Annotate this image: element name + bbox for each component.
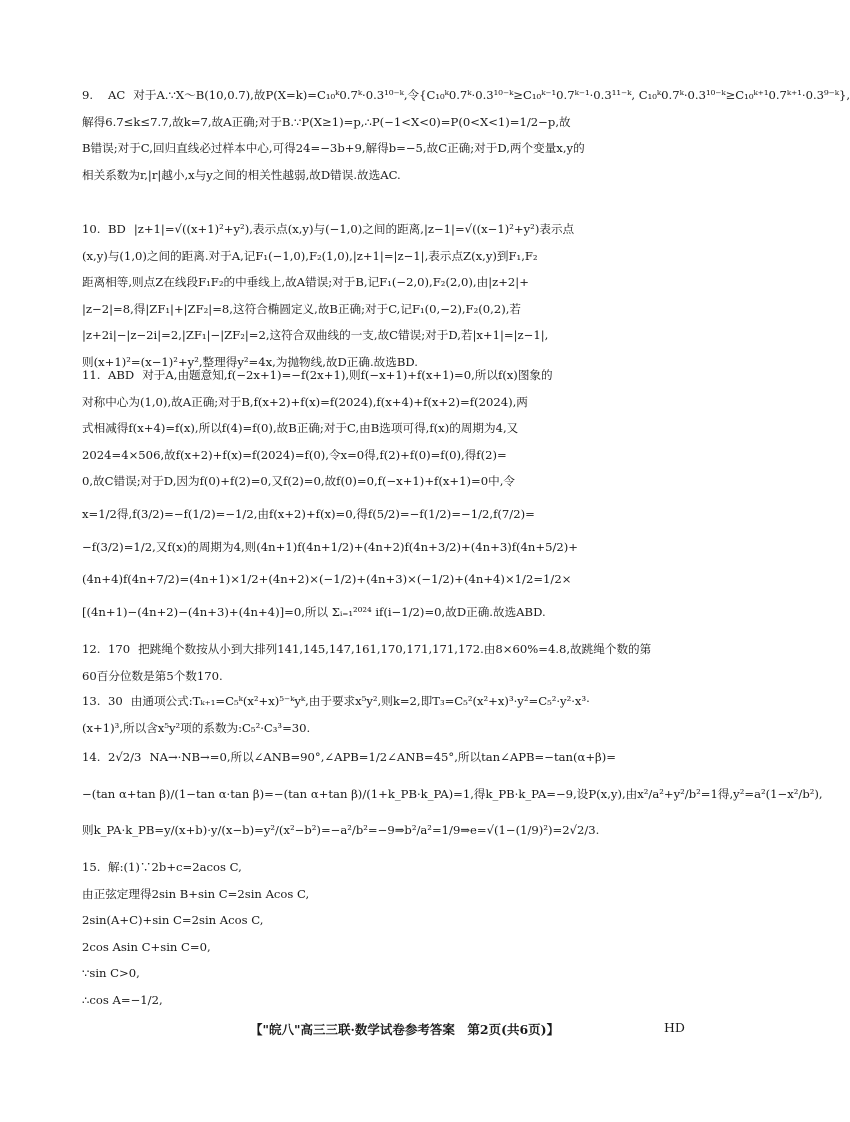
question-11-line-9: [(4n+1)−(4n+2)−(4n+3)+(4n+4)]=0,所以 Σᵢ₌₁²⁰²⁴ if(i−1/2)=0,故D正确.故选ABD. xyxy=(82,604,546,619)
question-9-line-3: B错误;对于C,回归直线必过样本中心,可得24=−3b+9,解得b=−5,故C正确;对于D,两个变量x,y的 xyxy=(82,141,585,156)
question-number: 13. xyxy=(82,694,101,708)
question-answer: AC xyxy=(108,88,126,102)
question-14-line-3: 则k_PA·k_PB=y/(x+b)·y/(x−b)=y²/(x²−b²)=−a²/b²=−9⇒b²/a²=1/9⇒e=√(1−(1/9)²)=2√2/3. xyxy=(82,823,600,838)
question-11-line-2: 对称中心为(1,0),故A正确;对于B,f(x+2)+f(x)=f(2024),f(x+4)+f(x+2)=f(2024),两 xyxy=(82,394,528,409)
question-11-line-3: 式相减得f(x+4)=f(x),所以f(4)=f(0),故B正确;对于C,由B选项可得,f(x)的周期为4,又 xyxy=(82,421,519,436)
question-9-line-4: 相关系数为r,|r|越小,x与y之间的相关性越弱,故D错误.故选AC. xyxy=(82,167,401,182)
question-answer: 170 xyxy=(108,642,131,656)
question-15-line-5: ∵sin C>0, xyxy=(82,966,140,981)
question-number: 14. xyxy=(82,750,101,764)
question-13-line-2: (x+1)³,所以含x⁵y²项的系数为:C₅²·C₃³=30. xyxy=(82,720,311,735)
question-number: 12. xyxy=(82,642,101,656)
question-15 xyxy=(82,854,714,1014)
page-footer xyxy=(0,1020,794,1042)
question-15-line-3: 2sin(A+C)+sin C=2sin Acos C, xyxy=(82,913,264,928)
question-12-line-2: 60百分位数是第5个数170. xyxy=(82,668,223,683)
question-answer: 30 xyxy=(108,694,123,708)
question-10-line-5: |z+2i|−|z−2i|=2,|ZF₁|−|ZF₂|=2,这符合双曲线的一支,故C错误;对于D,若|x+1|=|z−1|, xyxy=(82,328,549,343)
question-number: 9. xyxy=(82,88,94,102)
question-9-line-1: 9. AC 对于A.∵X～B(10,0.7),故P(X=k)=C₁₀ᵏ0.7ᵏ·0.3¹⁰⁻ᵏ,令{C₁₀ᵏ0.7ᵏ·0.3¹⁰⁻ᵏ≥C₁₀ᵏ⁻¹0.7ᵏ⁻¹·0.3¹¹⁻ᵏ, C₁₀ᵏ0.7ᵏ·0.3¹⁰⁻ᵏ≥C₁₀ᵏ⁺¹0.7ᵏ⁺¹·0.3⁹⁻ᵏ}, xyxy=(82,82,714,109)
question-answer: 2√2/3 xyxy=(108,750,142,764)
question-11-line-8: (4n+4)f(4n+7/2)=(4n+1)×1/2+(4n+2)×(−1/2)+(4n+3)×(−1/2)+(4n+4)×1/2=1/2× xyxy=(82,572,572,587)
question-10-line-1: 10. BD |z+1|=√((x+1)²+y²),表示点(x,y)与(−1,0)之间的距离,|z−1|=√((x−1)²+y²)表示点 xyxy=(82,216,714,243)
question-10-line-4: |z−2|=8,得|ZF₁|+|ZF₂|=8,这符合椭圆定义,故B正确;对于C,记F₁(0,−2),F₂(0,2),若 xyxy=(82,301,521,316)
question-11-line-6: x=1/2得,f(3/2)=−f(1/2)=−1/2,由f(x+2)+f(x)=0,得f(5/2)=−f(1/2)=−1/2,f(7/2)= xyxy=(82,506,535,521)
question-12 xyxy=(82,636,714,689)
question-10-line-3: 距离相等,则点Z在线段F₁F₂的中垂线上,故A错误;对于B,记F₁(−2,0),F₂(2,0),由|z+2|+ xyxy=(82,275,529,290)
question-9-line-2: 解得6.7≤k≤7.7,故k=7,故A正确;对于B.∵P(X≥1)=p,∴P(−1<X<0)=P(0<X<1)=1/2−p,故 xyxy=(82,114,571,129)
question-11-line-1: 11. ABD 对于A,由题意知,f(−2x+1)=−f(2x+1),则f(−x+1)+f(x+1)=0,所以f(x)图象的 xyxy=(82,362,714,389)
question-11-line-5: 0,故C错误;对于D,因为f(0)+f(2)=0,又f(2)=0,故f(0)=0,f(−x+1)+f(x+1)=0中,令 xyxy=(82,474,515,489)
question-15-line-4: 2cos Asin C+sin C=0, xyxy=(82,939,211,954)
footer-title: 【"皖八"高三三联·数学试卷参考答案 第2页(共6页)】 xyxy=(250,1022,560,1037)
question-14-line-2: −(tan α+tan β)/(1−tan α·tan β)=−(tan α+tan β)/(1+k_PB·k_PA)=1,得k_PB·k_PA=−9,设P(x,y),由x²/a²+y²/b²=1得,y²=a²(1−x²/b²), xyxy=(82,786,823,801)
question-10 xyxy=(82,216,714,376)
question-number: 10. xyxy=(82,222,101,236)
question-answer: ABD xyxy=(108,368,135,382)
question-9 xyxy=(82,82,850,188)
question-13 xyxy=(82,688,714,741)
question-15-line-2: 由正弦定理得2sin B+sin C=2sin Acos C, xyxy=(82,886,310,901)
question-10-line-6: 则(x+1)²=(x−1)²+y²,整理得y²=4x,为抛物线,故D正确.故选BD. xyxy=(82,354,418,369)
question-13-line-1: 13. 30 由通项公式:Tₖ₊₁=C₅ᵏ(x²+x)⁵⁻ᵏyᵏ,由于要求x⁵y²,则k=2,即T₃=C₅²(x²+x)³·y²=C₅²·y²·x³· xyxy=(82,688,714,715)
question-14-line-1: 14. 2√2/3 NA→·NB→=0,所以∠ANB=90°,∠APB=1/2∠ANB=45°,所以tan∠APB=−tan(α+β)= xyxy=(82,744,714,771)
question-14 xyxy=(82,744,823,844)
question-10-line-2: (x,y)与(1,0)之间的距离.对于A,记F₁(−1,0),F₂(1,0),|z+1|=|z−1|,表示点Z(x,y)到F₁,F₂ xyxy=(82,248,538,263)
question-11-line-4: 2024=4×506,故f(x+2)+f(x)=f(2024)=f(0),令x=0得,f(2)+f(0)=f(0),得f(2)= xyxy=(82,447,507,462)
question-number: 15. xyxy=(82,860,101,874)
question-15-line-6: ∴cos A=−1/2, xyxy=(82,992,163,1007)
question-answer: BD xyxy=(108,222,126,236)
question-11-line-7: −f(3/2)=1/2,又f(x)的周期为4,则(4n+1)f(4n+1/2)+(4n+2)f(4n+3/2)+(4n+3)f(4n+5/2)+ xyxy=(82,539,579,554)
question-number: 11. xyxy=(82,368,101,382)
question-12-line-1: 12. 170 把跳绳个数按从小到大排列141,145,147,161,170,171,171,172.由8×60%=4.8,故跳绳个数的第 xyxy=(82,636,714,663)
question-15-line-1: 15. 解:(1)∵2b+c=2acos C, xyxy=(82,854,714,881)
footer-code: HD xyxy=(664,1020,685,1035)
question-11 xyxy=(82,362,714,625)
